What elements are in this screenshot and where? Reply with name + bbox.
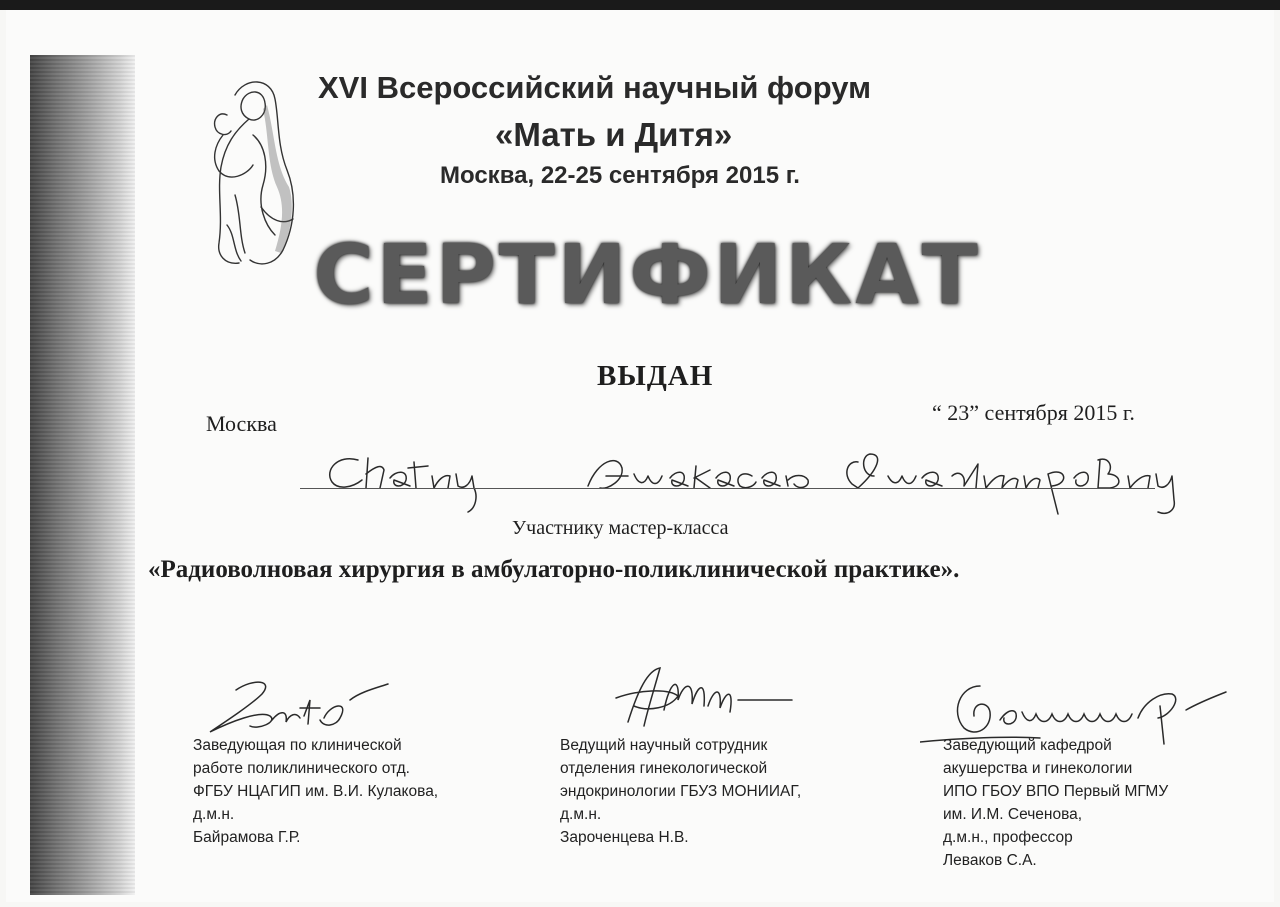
signatory-3-caption xyxy=(943,734,1168,872)
scan-top-edge xyxy=(0,0,1280,10)
signatory-1-name: Байрамова Г.Р. xyxy=(193,829,301,846)
issued-label: ВЫДАН xyxy=(597,360,714,392)
masterclass-topic: «Радиоволновая хирургия в амбулаторно-поликлинической практике». xyxy=(148,556,960,583)
issue-date: “ 23” сентября 2015 г. xyxy=(932,400,1135,425)
signatory-3-line: ИПО ГБОУ ВПО Первый МГМУ xyxy=(943,783,1169,800)
decorative-band-texture xyxy=(30,55,135,895)
signatory-3-line: Заведующий кафедрой xyxy=(943,737,1112,754)
signatory-2-line: Ведущий научный сотрудник xyxy=(560,737,768,754)
signatory-1-line: работе поликлинического отд. xyxy=(193,760,410,777)
signatory-2-caption xyxy=(560,734,801,849)
signatory-2-line: эндокринологии ГБУЗ МОНИИАГ, xyxy=(560,783,802,800)
signatory-3-line: акушерства и гинекологии xyxy=(943,760,1133,777)
forum-name: «Мать и Дитя» xyxy=(495,116,733,153)
signatory-3-line: д.м.н., профессор xyxy=(943,829,1073,846)
signatory-1-line: д.м.н. xyxy=(193,806,235,823)
signatory-1-line: ФГБУ НЦАГИП им. В.И. Кулакова, xyxy=(193,783,439,800)
signature-2-icon xyxy=(608,660,798,735)
signatory-2-name: Зароченцева Н.В. xyxy=(560,829,689,846)
recipient-underline xyxy=(300,488,1155,489)
signatory-1-line: Заведующая по клинической xyxy=(193,737,402,754)
madonna-and-child-logo-icon xyxy=(205,75,300,270)
recipient-name-handwritten xyxy=(318,440,1198,520)
forum-location-dates: Москва, 22-25 сентября 2015 г. xyxy=(440,162,800,189)
signatory-2-line: д.м.н. xyxy=(560,806,602,823)
participant-role: Участнику мастер-класса xyxy=(512,517,729,539)
signatory-3-name: Леваков С.А. xyxy=(943,852,1037,869)
certificate-title: СЕРТИФИКАТ xyxy=(313,228,981,323)
signatory-1-caption xyxy=(193,734,438,849)
forum-title: XVI Всероссийский научный форум xyxy=(318,70,872,105)
signatory-3-line: им. И.М. Сеченова, xyxy=(943,806,1083,823)
signatory-2-line: отделения гинекологической xyxy=(560,760,768,777)
issue-city: Москва xyxy=(206,411,277,436)
